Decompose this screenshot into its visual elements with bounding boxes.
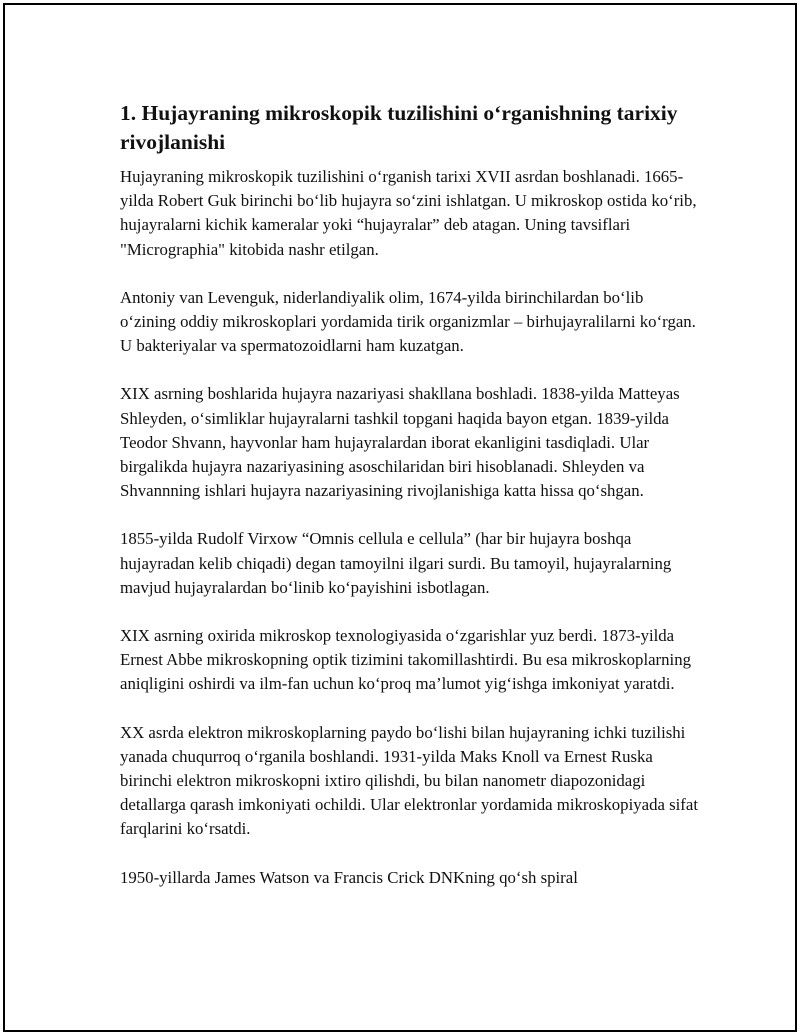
paragraph-abbe: XIX asrning oxirida mikroskop texnologiyasida o‘zgarishlar yuz berdi. 1873-yilda Ernest Abbe mikroskopning optik tizimini takomillashtirdi. Bu esa mikroskoplarning aniqligini oshirdi va ilm-fan uchun ko‘proq ma’lumot yig‘ishga imkoniyat yaratdi. [120,626,691,694]
paragraph-watson-crick: 1950-yillarda James Watson va Francis Crick DNKning qo‘sh spiral [120,867,578,887]
paragraph-virchow: 1855-yilda Rudolf Virxow “Omnis cellula e cellula” (har bir hujayra boshqa hujayradan kelib chiqadi) degan tamoyilni ilgari surdi. Bu tamoyil, hujayralarning mavjud hujayralardan bo‘linib ko‘payishini isbotlagan. [120,529,672,597]
paragraph-leeuwenhoek: Antoniy van Levenguk, niderlandiyalik olim, 1674-yilda birinchilardan bo‘lib o‘zining oddiy mikroskoplari yordamida tirik organizmlar – birhujayralilarni ko‘rgan. U bakteriyalar va spermatozoidlarni ham kuzatgan. [120,287,696,356]
document-body [120,99,700,914]
paragraph-electron-microscope: XX asrda elektron mikroskoplarning paydo bo‘lishi bilan hujayraning ichki tuzilishi yanada chuqurroq o‘rganila boshlandi. 1931-yilda Maks Knoll va Ernest Ruska birinchi elektron mikroskopni ixtiro qilishdi, bu bilan nanometr diapozonidagi detallarga qarash imkoniyati ochildi. Ular elektronlar yordamida mikroskopiyada sifat farqlarini ko‘rsatdi. [120,722,699,839]
paragraph-cell-theory: XIX asrning boshlarida hujayra nazariyasi shakllana boshladi. 1838-yilda Matteyas Shleyden, o‘simliklar hujayralarni tashkil topgani haqida bayon etgan. 1839-yilda Teodor Shvann, hayvonlar ham hujayralardan iborat ekanligini tasdiqladi. Ular birgalikda hujayra nazariyasining asoschilaridan biri hisoblanadi. Shleyden va Shvannning ishlari hujayra nazariyasining rivojlanishiga katta hissa qo‘shgan. [120,384,680,501]
paragraph-hooke: Hujayraning mikroskopik tuzilishini o‘rganish tarixi XVII asrdan boshlanadi. 1665-yilda Robert Guk birinchi bo‘lib hujayra so‘zini ishlatgan. U mikroskop ostida ko‘rib, hujayralarni kichik kameralar yoki “hujayralar” deb atagan. Uning tavsiflari "Micrographia" kitobida nashr etilgan. [120,167,697,259]
section-heading: 1. Hujayraning mikroskopik tuzilishini o‘rganishning tarixiy rivojlanishi [120,101,678,154]
document-page [3,3,797,1032]
